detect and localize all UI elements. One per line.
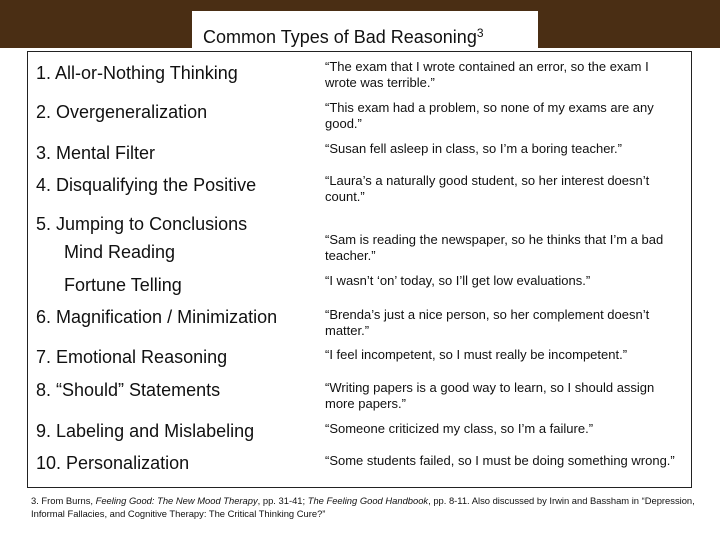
term-emotional-reasoning: 7. Emotional Reasoning — [36, 347, 228, 367]
term-all-or-nothing: 1. All-or-Nothing Thinking — [36, 63, 238, 83]
example-disqualifying-positive: “Laura’s a naturally good student, so her interest doesn’t count.” — [325, 173, 650, 204]
example-all-or-nothing: “The exam that I wrote contained an error, so the exam I wrote was terrible.” — [325, 59, 649, 90]
example-labeling-mislabeling: “Someone criticized my class, so I’m a failure.” — [325, 421, 594, 436]
footnote — [31, 494, 696, 520]
example-emotional-reasoning: “I feel incompetent, so I must really be incompetent.” — [325, 347, 628, 362]
example-fortune-telling: “I wasn’t ‘on’ today, so I’ll get low evaluations.” — [325, 273, 591, 288]
footnote-pages-1: , pp. 31-41; — [257, 495, 308, 506]
term-should-statements: 8. “Should” Statements — [36, 380, 221, 400]
example-personalization: “Some students failed, so I must be doing something wrong.” — [325, 453, 675, 468]
example-mind-reading: “Sam is reading the newspaper, so he thinks that I’m a bad teacher.” — [325, 232, 664, 263]
footnote-book-title-2: The Feeling Good Handbook — [307, 495, 429, 506]
term-jumping-to-conclusions: 5. Jumping to Conclusions — [36, 214, 248, 234]
footnote-prefix: 3. From Burns, — [31, 495, 96, 506]
title-footnote-marker: 3 — [476, 26, 484, 40]
term-labeling-mislabeling: 9. Labeling and Mislabeling — [36, 421, 255, 441]
term-personalization: 10. Personalization — [36, 453, 190, 473]
term-disqualifying-positive: 4. Disqualifying the Positive — [36, 175, 257, 195]
example-magnification-minimization: “Brenda’s just a nice person, so her complement doesn’t matter.” — [325, 307, 650, 338]
example-mental-filter: “Susan fell asleep in class, so I’m a boring teacher.” — [325, 141, 622, 156]
title-bar — [0, 0, 720, 48]
term-magnification-minimization: 6. Magnification / Minimization — [36, 307, 278, 327]
reasoning-table — [27, 51, 692, 488]
slide-title — [192, 11, 538, 48]
term-overgeneralization: 2. Overgeneralization — [36, 102, 208, 122]
term-mind-reading: Mind Reading — [64, 242, 176, 262]
footnote-citation: , pp. 8-11. Also discussed by Irwin and Bassham in “Depression, Informal Fallacies, and Cognitive Therapy: The Critical Thinking Cure?” — [31, 495, 695, 519]
term-mental-filter: 3. Mental Filter — [36, 143, 156, 163]
example-should-statements: “Writing papers is a good way to learn, so I should assign more papers.” — [325, 380, 655, 411]
example-overgeneralization: “This exam had a problem, so none of my exams are any good.” — [325, 100, 654, 131]
term-fortune-telling: Fortune Telling — [64, 275, 182, 295]
slide-title-text: Common Types of Bad Reasoning — [203, 27, 477, 47]
footnote-book-title-1: Feeling Good: The New Mood Therapy — [95, 495, 258, 506]
